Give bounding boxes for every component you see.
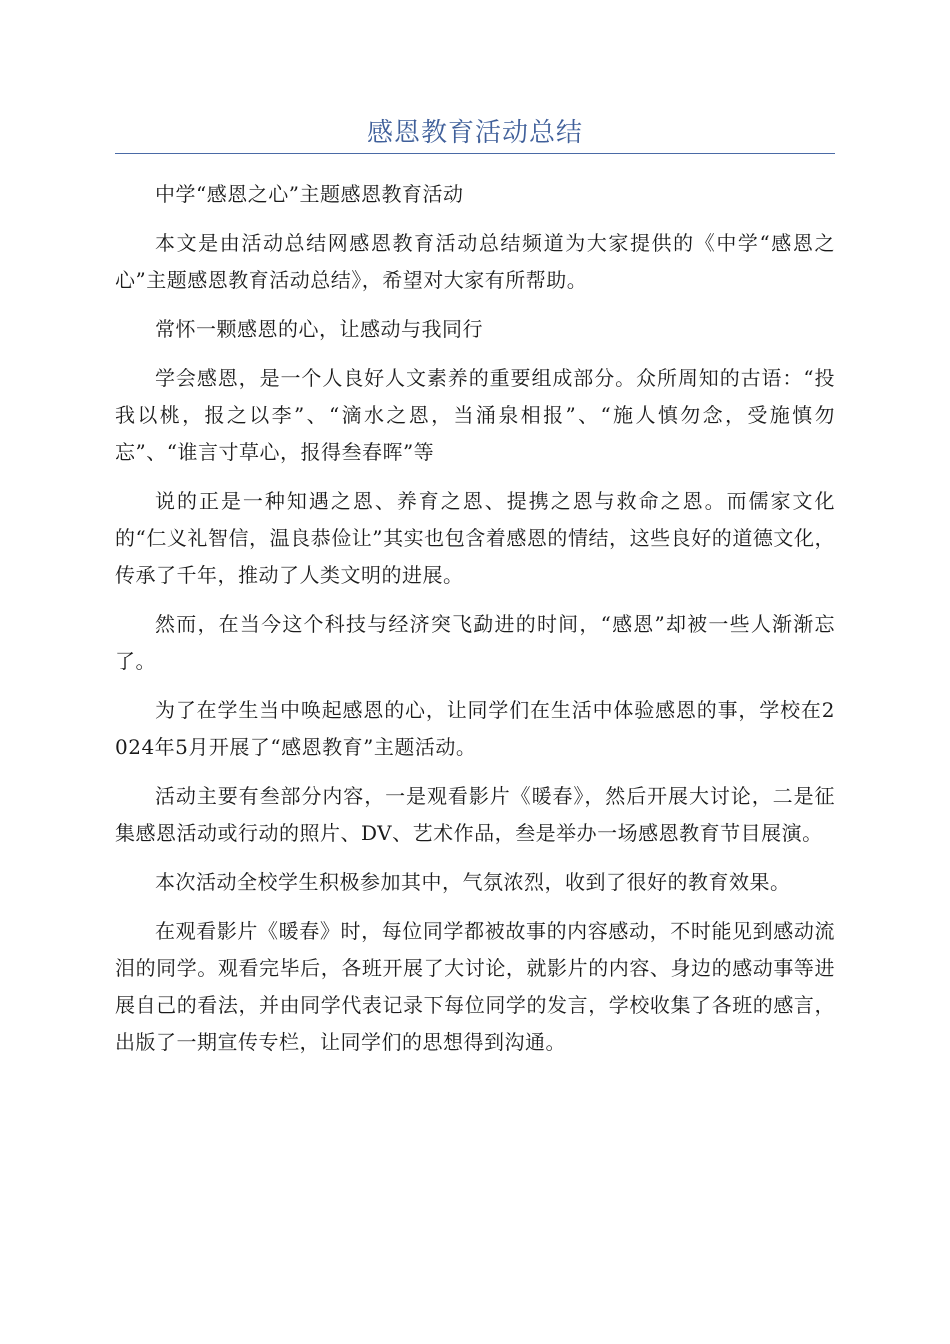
document-body bbox=[115, 176, 835, 1061]
paragraph-motto: 常怀一颗感恩的心，让感动与我同行 bbox=[155, 317, 483, 341]
document-page bbox=[115, 0, 835, 1073]
paragraph: 本次活动全校学生积极参加其中，气氛浓烈，收到了很好的教育效果。 bbox=[155, 870, 791, 894]
paragraph: 为了在学生当中唤起感恩的心，让同学们在生活中体验感恩的事，学校在2024年5月开展了“感恩教育”主题活动。 bbox=[115, 698, 835, 759]
paragraph-subtitle: 中学“感恩之心”主题感恩教育活动 bbox=[155, 182, 464, 206]
paragraph-intro: 本文是由活动总结网感恩教育活动总结频道为大家提供的《中学“感恩之心”主题感恩教育活动总结》，希望对大家有所帮助。 bbox=[115, 231, 835, 292]
paragraph: 活动主要有叁部分内容，一是观看影片《暖春》，然后开展大讨论，二是征集感恩活动或行动的照片、DV、艺术作品，叁是举办一场感恩教育节目展演。 bbox=[115, 784, 835, 845]
paragraph: 然而，在当今这个科技与经济突飞勐进的时间，“感恩”却被一些人渐渐忘了。 bbox=[115, 612, 835, 673]
document-title: 感恩教育活动总结 bbox=[366, 118, 583, 148]
paragraph: 在观看影片《暖春》时，每位同学都被故事的内容感动，不时能见到感动流泪的同学。观看完毕后，各班开展了大讨论，就影片的内容、身边的感动事等进展自己的看法，并由同学代表记录下每位同学的发言，学校收集了各班的感言，出版了一期宣传专栏，让同学们的思想得到沟通。 bbox=[115, 919, 835, 1054]
paragraph: 学会感恩，是一个人良好人文素养的重要组成部分。众所周知的古语：“投我以桃，报之以李”、“滴水之恩，当涌泉相报”、“施人慎勿念，受施慎勿忘”、“谁言寸草心，报得叁春晖”等 bbox=[115, 366, 835, 464]
paragraph: 说的正是一种知遇之恩、养育之恩、提携之恩与救命之恩。而儒家文化的“仁义礼智信，温良恭俭让”其实也包含着感恩的情结，这些良好的道德文化，传承了千年，推动了人类文明的进展。 bbox=[115, 489, 835, 587]
title-underline bbox=[115, 153, 835, 154]
